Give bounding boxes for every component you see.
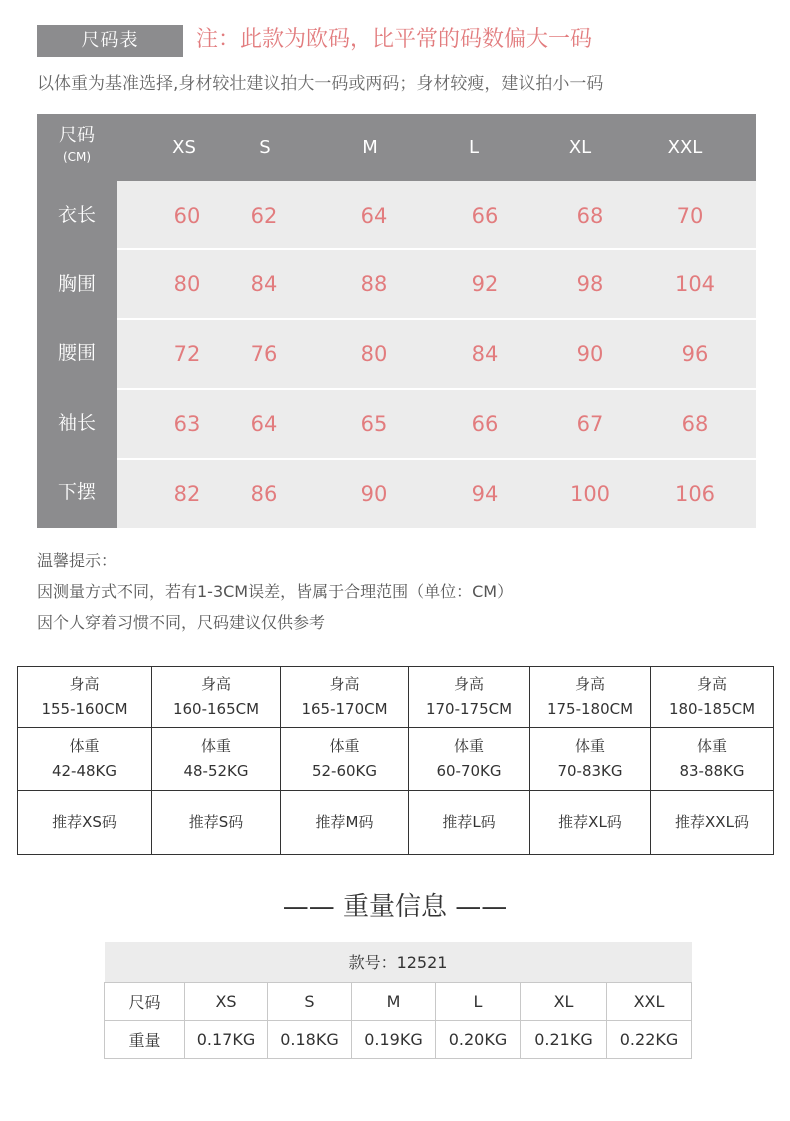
table-cell: 60 [173, 204, 201, 228]
table-cell: 67 [576, 412, 604, 436]
table-cell: L [436, 982, 521, 1020]
row-divider [117, 318, 756, 320]
corner-unit: (CM) [62, 150, 92, 164]
height-weight-table [17, 666, 774, 855]
table-cell: 92 [471, 272, 499, 296]
size-header-l: L [468, 137, 480, 158]
size-header-xs: XS [172, 137, 196, 158]
table-cell: 体重 42-48KG [18, 728, 152, 791]
table-cell: 66 [471, 412, 499, 436]
table-row [105, 982, 692, 1020]
sizing-note: 注：此款为欧码，比平常的码数偏大一码 [196, 27, 593, 52]
table-cell: 体重 70-83KG [530, 728, 651, 791]
model-number: 款号：12521 [105, 942, 692, 982]
table-cell: 推荐M码 [281, 791, 409, 855]
table-cell: XL [521, 982, 607, 1020]
row-label-hem: 下摆 [57, 481, 96, 503]
table-cell: 身高 170-175CM [409, 667, 530, 728]
table-cell: 90 [576, 342, 604, 366]
table-cell: 身高 155-160CM [18, 667, 152, 728]
table-cell: 63 [173, 412, 201, 436]
corner-title: 尺码 [59, 125, 95, 146]
table-cell: 0.20KG [436, 1020, 521, 1058]
table-cell: 80 [360, 342, 388, 366]
table-cell: XXL [607, 982, 692, 1020]
table-cell: 0.21KG [521, 1020, 607, 1058]
table-cell: 106 [674, 482, 716, 506]
table-cell: 0.22KG [607, 1020, 692, 1058]
table-cell: 96 [681, 342, 709, 366]
table-cell: 身高 165-170CM [281, 667, 409, 728]
tips-line: 因个人穿着习惯不同，尺码建议仅供参考 [37, 613, 326, 632]
table-cell: 推荐S码 [152, 791, 281, 855]
table-cell: 0.19KG [352, 1020, 436, 1058]
table-cell: 推荐XS码 [18, 791, 152, 855]
table-cell: 65 [360, 412, 388, 436]
table-cell: 72 [173, 342, 201, 366]
table-cell: 100 [569, 482, 611, 506]
table-cell: 62 [250, 204, 278, 228]
table-cell: 104 [674, 272, 716, 296]
table-cell: 0.17KG [185, 1020, 268, 1058]
table-cell: 重量 [105, 1020, 185, 1058]
table-row [105, 1020, 692, 1058]
table-cell: 86 [250, 482, 278, 506]
weight-info-table [104, 942, 692, 1059]
table-row [18, 791, 774, 855]
weight-info-title: —— 重量信息 —— [282, 892, 508, 922]
tips-title: 温馨提示： [37, 551, 118, 570]
table-cell: 90 [360, 482, 388, 506]
table-cell: 身高 175-180CM [530, 667, 651, 728]
table-cell: 84 [250, 272, 278, 296]
table-cell: 体重 48-52KG [152, 728, 281, 791]
size-header-m: M [362, 137, 378, 158]
size-header-xxl: XXL [667, 137, 703, 158]
table-cell: 98 [576, 272, 604, 296]
row-label-sleeve: 袖长 [57, 412, 96, 434]
table-cell: 体重 83-88KG [651, 728, 774, 791]
table-cell: 64 [250, 412, 278, 436]
row-label-chest: 胸围 [57, 273, 96, 295]
table-cell: 80 [173, 272, 201, 296]
table-cell: 94 [471, 482, 499, 506]
table-cell: 推荐XXL码 [651, 791, 774, 855]
table-cell: M [352, 982, 436, 1020]
table-cell: 82 [173, 482, 201, 506]
table-cell: 0.18KG [268, 1020, 352, 1058]
size-table-corner [37, 124, 117, 166]
size-chart-tag: 尺码表 [37, 25, 183, 57]
size-header-s: S [259, 137, 271, 158]
table-row [18, 728, 774, 791]
table-row [18, 667, 774, 728]
table-cell: 84 [471, 342, 499, 366]
table-cell: 体重 52-60KG [281, 728, 409, 791]
table-cell: 88 [360, 272, 388, 296]
table-cell: 体重 60-70KG [409, 728, 530, 791]
table-cell: 身高 180-185CM [651, 667, 774, 728]
tips-line: 因测量方式不同，若有1-3CM误差，皆属于合理范围（单位：CM） [37, 582, 514, 601]
sizing-advice: 以体重为基准选择,身材较壮建议拍大一码或两码；身材较瘦，建议拍小一码 [37, 74, 604, 94]
size-table [37, 114, 756, 528]
size-header-xl: XL [568, 137, 592, 158]
row-divider [117, 458, 756, 460]
row-label-waist: 腰围 [57, 342, 96, 364]
table-row [105, 942, 692, 982]
table-cell: 68 [681, 412, 709, 436]
table-cell: 推荐L码 [409, 791, 530, 855]
table-cell: 推荐XL码 [530, 791, 651, 855]
row-label-length: 衣长 [57, 204, 96, 226]
tips-block [37, 545, 513, 638]
row-divider [117, 388, 756, 390]
table-cell: XS [185, 982, 268, 1020]
table-cell: 68 [576, 204, 604, 228]
table-cell: 70 [676, 204, 704, 228]
table-cell: S [268, 982, 352, 1020]
table-cell: 66 [471, 204, 499, 228]
table-cell: 身高 160-165CM [152, 667, 281, 728]
table-cell: 64 [360, 204, 388, 228]
table-cell: 76 [250, 342, 278, 366]
row-divider [117, 248, 756, 250]
table-cell: 尺码 [105, 982, 185, 1020]
